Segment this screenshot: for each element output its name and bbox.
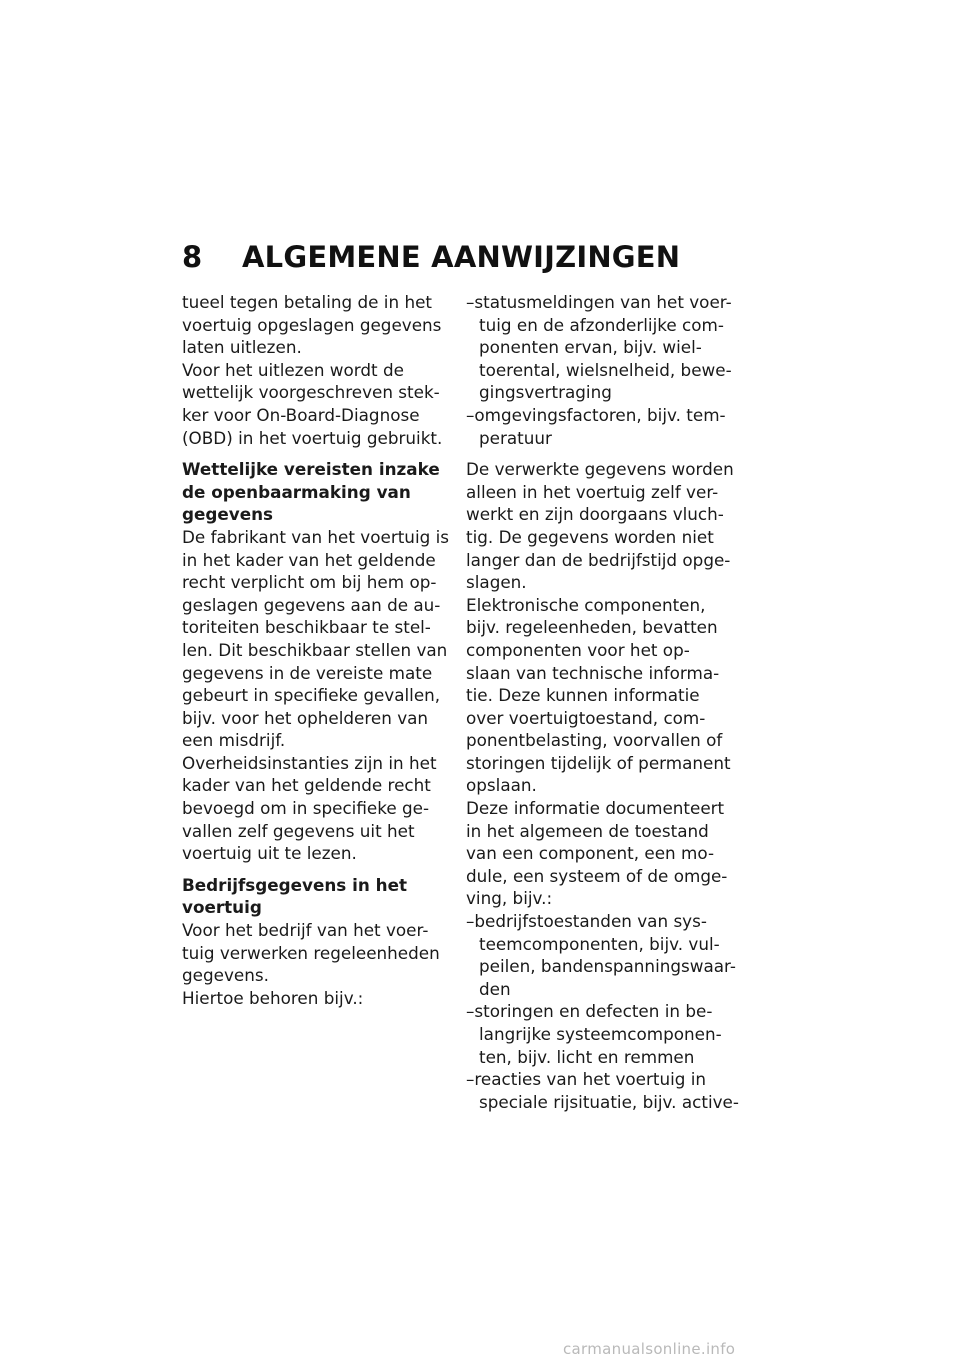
list-item-line: –statusmeldingen van het voer- [466, 292, 732, 312]
section-paragraph [182, 919, 440, 1009]
text-line: De fabrikant van het voertuig is [182, 526, 449, 547]
list-item-line: peratuur [479, 427, 552, 448]
bullet-list [466, 291, 741, 449]
right-column [466, 291, 741, 1113]
text-line: gegevens in de vereiste mate [182, 662, 433, 683]
heading-line: gegevens [182, 504, 274, 525]
list-item-line: langrijke systeemcomponen- [479, 1024, 722, 1044]
text-line: tuig verwerken regeleenheden [182, 942, 440, 963]
chapter-title: ALGEMENE AANWIJZINGEN [242, 240, 681, 274]
list-item-line: teemcomponenten, bijv. vul- [479, 933, 720, 954]
heading-line: Bedrijfsgegevens in het [182, 874, 408, 895]
text-line: bevoegd om in specifieke ge- [182, 798, 430, 819]
list-item-line: ponenten ervan, bijv. wiel- [479, 337, 702, 358]
list-item-line: den [479, 978, 511, 999]
text-line: ving, bijv.: [466, 888, 553, 909]
text-line: Hiertoe behoren bijv.: [182, 987, 364, 1008]
text-line: Elektronische componenten, [466, 594, 706, 615]
text-line: (OBD) in het voertuig gebruikt. [182, 427, 443, 448]
text-line: toriteiten beschikbaar te stel- [182, 617, 431, 638]
heading-line: de openbaarmaking van [182, 481, 411, 502]
text-line: storingen tijdelijk of permanent [466, 752, 731, 773]
footer-watermark: carmanualsonline.info [563, 1340, 736, 1358]
text-line: recht verplicht om bij hem op- [182, 572, 437, 593]
list-item-line: –bedrijfstoestanden van sys- [466, 911, 707, 932]
text-line: laten uitlezen. [182, 337, 302, 358]
text-line: kader van het geldende recht [182, 775, 431, 796]
section-heading [182, 874, 440, 919]
list-item [466, 1068, 741, 1113]
text-line: voertuig uit te lezen. [182, 843, 357, 864]
list-item-line: –storingen en defecten in be- [466, 1001, 713, 1022]
text-line: langer dan de bedrijfstijd opge- [466, 549, 731, 570]
text-line: geslagen gegevens aan de au- [182, 594, 441, 615]
list-item [466, 404, 741, 449]
bullet-list [466, 910, 741, 1113]
text-line: tueel tegen betaling de in het [182, 292, 432, 312]
chapter-number: 8 [182, 240, 203, 274]
list-item-line: –reacties van het voertuig in [466, 1069, 707, 1090]
list-item-line: gingsvertraging [479, 382, 612, 403]
intro-paragraph [182, 291, 443, 449]
body-paragraph [466, 458, 741, 910]
text-line: De verwerkte gegevens worden [466, 459, 734, 480]
list-item-line: ten, bijv. licht en remmen [479, 1046, 695, 1067]
text-line: gebeurt in specifieke gevallen, [182, 685, 441, 706]
text-line: len. Dit beschikbaar stellen van [182, 639, 448, 660]
text-line: Voor het bedrijf van het voer- [182, 920, 429, 941]
text-line: Deze informatie documenteert [466, 798, 725, 819]
left-column [182, 291, 449, 1009]
text-line: over voertuigtoestand, com- [466, 707, 706, 728]
section-paragraph [182, 526, 449, 865]
list-item-line: peilen, bandenspanningswaar- [479, 956, 736, 977]
text-line: tie. Deze kunnen informatie [466, 685, 700, 706]
heading-line: voertuig [182, 897, 262, 918]
text-line: componenten voor het op- [466, 639, 690, 660]
text-line: Voor het uitlezen wordt de [182, 359, 404, 380]
text-line: bijv. voor het ophelderen van [182, 707, 429, 728]
text-line: in het algemeen de toestand [466, 820, 709, 841]
list-item-line: tuig en de afzonderlijke com- [479, 314, 724, 335]
text-line: tig. De gegevens worden niet [466, 526, 714, 547]
list-item-line: speciale rijsituatie, bijv. active- [479, 1091, 739, 1112]
heading-line: Wettelijke vereisten inzake [182, 459, 440, 480]
text-line: bijv. regeleenheden, bevatten [466, 617, 718, 638]
text-line: Overheidsinstanties zijn in het [182, 752, 437, 773]
text-line: werkt en zijn doorgaans vluch- [466, 504, 724, 525]
list-item [466, 910, 741, 1000]
text-line: dule, een systeem of de omge- [466, 865, 728, 886]
text-line: voertuig opgeslagen gegevens [182, 314, 442, 335]
text-line: van een component, een mo- [466, 843, 715, 864]
list-item-line: toerental, wielsnelheid, bewe- [479, 359, 732, 380]
text-line: een misdrijf. [182, 730, 286, 751]
text-line: opslaan. [466, 775, 537, 796]
text-line: ponentbelasting, voorvallen of [466, 730, 723, 751]
section-heading [182, 458, 440, 526]
list-item-line: –omgevingsfactoren, bijv. tem- [466, 404, 726, 425]
list-item [466, 291, 741, 404]
text-line: vallen zelf gegevens uit het [182, 820, 415, 841]
text-line: wettelijk voorgeschreven stek- [182, 382, 440, 403]
text-line: in het kader van het geldende [182, 549, 436, 570]
text-line: gegevens. [182, 965, 269, 986]
text-line: slagen. [466, 572, 527, 593]
spacer [466, 449, 741, 458]
page-title [182, 240, 680, 274]
text-line: slaan van technische informa- [466, 662, 720, 683]
list-item [466, 1000, 741, 1068]
text-line: alleen in het voertuig zelf ver- [466, 481, 719, 502]
text-line: ker voor On-Board-Diagnose [182, 404, 420, 425]
